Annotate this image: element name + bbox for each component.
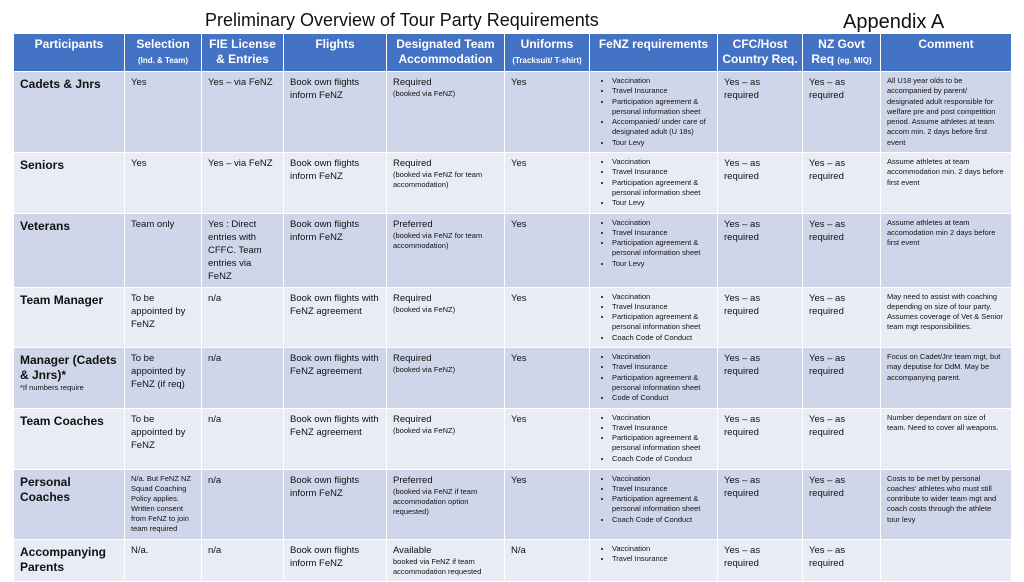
accommodation-status: Preferred	[393, 474, 433, 486]
fenz-requirement-item: • Vaccination	[612, 413, 711, 423]
fenz-requirement-item: • Coach Code of Conduct	[612, 333, 711, 343]
header-fie-license: FIE License & Entries	[202, 34, 284, 72]
fenz-requirement-item: • Tour Levy	[612, 198, 711, 208]
comment-cell: Number dependant on size of team. Need to cover all weapons.	[881, 408, 1012, 469]
participant-cell	[14, 213, 125, 287]
fenz-requirement-item: • Participation agreement & personal information sheet	[612, 97, 711, 118]
fenz-requirement-item: • Vaccination	[612, 157, 711, 167]
participant-cell	[14, 348, 125, 408]
uniforms-cell: Yes	[505, 287, 590, 347]
accommodation-status: Required	[393, 292, 432, 304]
participant-name: Accompanying Parents	[20, 544, 107, 574]
participant-cell	[14, 153, 125, 213]
accommodation-cell	[387, 408, 505, 469]
fenz-requirement-item: • Travel Insurance	[612, 167, 711, 177]
fenz-requirements-list	[596, 352, 711, 403]
uniforms-cell: Yes	[505, 469, 590, 539]
header-cfc: CFC/Host Country Req.	[718, 34, 803, 72]
fenz-requirement-item: • Travel Insurance	[612, 228, 711, 238]
selection-cell: To be appointed by FeNZ (if req)	[125, 348, 202, 408]
header-participants: Participants	[14, 34, 125, 72]
accommodation-status: Preferred	[393, 218, 433, 230]
cfc-cell: Yes – as required	[718, 72, 803, 153]
participant-cell	[14, 469, 125, 539]
nzgov-cell: Yes – as required	[803, 408, 881, 469]
nzgov-cell: Yes – as required	[803, 348, 881, 408]
fenz-requirement-item: • Participation agreement & personal information sheet	[612, 312, 711, 333]
accommodation-note: (booked via FeNZ for team accommodation)	[393, 170, 483, 190]
participant-name: Seniors	[20, 158, 65, 173]
header-fenz: FeNZ requirements	[590, 34, 718, 72]
accommodation-note: booked via FeNZ if team accommodation requested	[393, 556, 482, 576]
fenz-requirements-list	[596, 413, 711, 464]
accommodation-note: (booked via FeNZ)	[393, 365, 456, 375]
accommodation-note: (booked via FeNZ if team accommodation option requested)	[393, 486, 478, 516]
participant-cell	[14, 72, 125, 153]
participant-cell	[14, 287, 125, 347]
nzgov-cell: Yes – as required	[803, 539, 881, 581]
cfc-cell: Yes – as required	[718, 408, 803, 469]
selection-cell: Team only	[125, 213, 202, 287]
fenz-requirements-cell	[590, 348, 718, 408]
accommodation-cell	[387, 153, 505, 213]
accommodation-status: Required	[393, 353, 432, 365]
fenz-requirements-list	[596, 544, 711, 565]
nzgov-cell: Yes – as required	[803, 153, 881, 213]
table-row	[14, 469, 1012, 539]
accommodation-cell	[387, 72, 505, 153]
accommodation-note: (booked via FeNZ)	[393, 304, 456, 314]
selection-cell: Yes	[125, 153, 202, 213]
fenz-requirements-cell	[590, 153, 718, 213]
fenz-requirement-item: • Travel Insurance	[612, 484, 711, 494]
accommodation-note: (booked via FeNZ for team accommodation)	[393, 230, 483, 250]
fenz-requirements-list	[596, 474, 711, 525]
comment-cell: Focus on Cadet/Jnr team mgt, but may deputise for DdM. May be accompanying parent.	[881, 348, 1012, 408]
fenz-requirements-cell	[590, 213, 718, 287]
fenz-requirements-cell	[590, 408, 718, 469]
header-accommodation: Designated Team Accommodation	[387, 34, 505, 72]
participant-name: Veterans	[20, 218, 71, 233]
table-row	[14, 348, 1012, 408]
header-comment: Comment	[881, 34, 1012, 72]
fenz-requirement-item: • Coach Code of Conduct	[612, 515, 711, 525]
selection-cell: N/a. But FeNZ NZ Squad Coaching Policy applies. Written consent from FeNZ to join team required	[125, 469, 202, 539]
cfc-cell: Yes – as required	[718, 153, 803, 213]
cfc-cell: Yes – as required	[718, 539, 803, 581]
fenz-requirements-list	[596, 218, 711, 269]
cfc-cell: Yes – as required	[718, 348, 803, 408]
fenz-requirement-item: • Coach Code of Conduct	[612, 454, 711, 464]
participant-cell	[14, 408, 125, 469]
selection-cell: To be appointed by FeNZ	[125, 408, 202, 469]
fenz-requirement-item: • Vaccination	[612, 218, 711, 228]
fenz-requirement-item: • Vaccination	[612, 544, 711, 554]
fenz-requirements-cell	[590, 72, 718, 153]
fenz-requirement-item: • Travel Insurance	[612, 86, 711, 96]
header-row	[14, 34, 1012, 72]
fenz-requirements-list	[596, 292, 711, 343]
participant-note: *If numbers require	[20, 383, 84, 393]
cfc-cell: Yes – as required	[718, 213, 803, 287]
table-row	[14, 72, 1012, 153]
accommodation-status: Required	[393, 158, 432, 170]
table-row	[14, 213, 1012, 287]
accommodation-status: Available	[393, 544, 432, 556]
header-uniforms: Uniforms (Tracksuit/ T-shirt)	[505, 34, 590, 72]
fie-license-cell: Yes : Direct entries with CFFC. Team entries via FeNZ	[202, 213, 284, 287]
flights-cell: Book own flights inform FeNZ	[284, 72, 387, 153]
fenz-requirement-item: • Participation agreement & personal information sheet	[612, 238, 711, 259]
fenz-requirements-cell	[590, 469, 718, 539]
accommodation-note: (booked via FeNZ)	[393, 425, 456, 435]
uniforms-cell: Yes	[505, 213, 590, 287]
requirements-table	[13, 33, 1012, 582]
accommodation-status: Required	[393, 413, 432, 425]
flights-cell: Book own flights with FeNZ agreement	[284, 408, 387, 469]
uniforms-cell: Yes	[505, 72, 590, 153]
accommodation-cell	[387, 213, 505, 287]
nzgov-cell: Yes – as required	[803, 469, 881, 539]
flights-cell: Book own flights with FeNZ agreement	[284, 348, 387, 408]
participant-name: Manager (Cadets & Jnrs)*	[20, 353, 117, 383]
fenz-requirements-cell	[590, 287, 718, 347]
fenz-requirement-item: • Travel Insurance	[612, 423, 711, 433]
fenz-requirement-item: • Travel Insurance	[612, 302, 711, 312]
comment-cell: May need to assist with coaching depending on size of tour party. Assumes coverage of Vet & Senior team mgt responsibilities.	[881, 287, 1012, 347]
nzgov-cell: Yes – as required	[803, 213, 881, 287]
accommodation-cell	[387, 469, 505, 539]
fenz-requirement-item: • Participation agreement & personal information sheet	[612, 494, 711, 515]
fie-license-cell: n/a	[202, 539, 284, 581]
fenz-requirement-item: • Accompanied/ under care of designated adult (U 18s)	[612, 117, 711, 138]
comment-cell: Costs to be met by personal coaches' athletes who must still contribute to wider team mgt and coach costs through the athlete tour levy	[881, 469, 1012, 539]
table-row	[14, 287, 1012, 347]
page-title: Preliminary Overview of Tour Party Requirements	[205, 10, 599, 30]
fie-license-cell: Yes – via FeNZ	[202, 72, 284, 153]
fenz-requirement-item: • Vaccination	[612, 292, 711, 302]
selection-cell: To be appointed by FeNZ	[125, 287, 202, 347]
fenz-requirements-list	[596, 76, 711, 148]
fie-license-cell: Yes – via FeNZ	[202, 153, 284, 213]
fenz-requirement-item: • Code of Conduct	[612, 393, 711, 403]
flights-cell: Book own flights inform FeNZ	[284, 153, 387, 213]
participant-name: Personal Coaches	[20, 474, 71, 504]
cfc-cell: Yes – as required	[718, 469, 803, 539]
uniforms-cell: Yes	[505, 408, 590, 469]
fenz-requirement-item: • Participation agreement & personal information sheet	[612, 433, 711, 454]
accommodation-cell	[387, 348, 505, 408]
participant-name: Cadets & Jnrs	[20, 77, 101, 91]
fenz-requirement-item: • Vaccination	[612, 352, 711, 362]
selection-cell: Yes	[125, 72, 202, 153]
uniforms-cell: Yes	[505, 348, 590, 408]
appendix-label: Appendix A	[843, 11, 945, 33]
selection-cell: N/a.	[125, 539, 202, 581]
fenz-requirements-list	[596, 157, 711, 208]
fenz-requirement-item: • Travel Insurance	[612, 362, 711, 372]
uniforms-cell: Yes	[505, 153, 590, 213]
flights-cell: Book own flights with FeNZ agreement	[284, 287, 387, 347]
fie-license-cell: n/a	[202, 348, 284, 408]
flights-cell: Book own flights inform FeNZ	[284, 539, 387, 581]
nzgov-cell: Yes – as required	[803, 72, 881, 153]
accommodation-note: (booked via FeNZ)	[393, 89, 456, 98]
accommodation-status: Required	[393, 77, 432, 88]
header-selection: Selection (Ind. & Team)	[125, 34, 202, 72]
header-flights: Flights	[284, 34, 387, 72]
fenz-requirement-item: • Participation agreement & personal information sheet	[612, 373, 711, 394]
flights-cell: Book own flights inform FeNZ	[284, 213, 387, 287]
accommodation-cell	[387, 287, 505, 347]
fie-license-cell: n/a	[202, 408, 284, 469]
participant-name: Team Coaches	[20, 413, 104, 428]
nzgov-cell: Yes – as required	[803, 287, 881, 347]
comment-cell: Assume athletes at team accommodation min. 2 days before first event	[881, 153, 1012, 213]
fie-license-cell: n/a	[202, 469, 284, 539]
participant-name: Team Manager	[20, 292, 104, 307]
fenz-requirement-item: • Vaccination	[612, 76, 711, 86]
table-row	[14, 153, 1012, 213]
cfc-cell: Yes – as required	[718, 287, 803, 347]
uniforms-cell: N/a	[505, 539, 590, 581]
flights-cell: Book own flights inform FeNZ	[284, 469, 387, 539]
fenz-requirement-item: • Tour Levy	[612, 138, 711, 148]
comment-cell: Assume athletes at team accomodation min 2 days before first event	[881, 213, 1012, 287]
fenz-requirement-item: • Tour Levy	[612, 259, 711, 269]
header-nzgov: NZ Govt Req (eg. MIQ)	[803, 34, 881, 72]
table-row	[14, 408, 1012, 469]
fenz-requirement-item: • Participation agreement & personal information sheet	[612, 178, 711, 199]
fenz-requirement-item: • Travel Insurance	[612, 554, 711, 564]
comment-cell: All U18 year olds to be accompanied by parent/ designated adult responsible for welfare pre and post competition period. Assume athletes at team accom min. 2 days before first event	[881, 72, 1012, 153]
fie-license-cell: n/a	[202, 287, 284, 347]
fenz-requirement-item: • Vaccination	[612, 474, 711, 484]
